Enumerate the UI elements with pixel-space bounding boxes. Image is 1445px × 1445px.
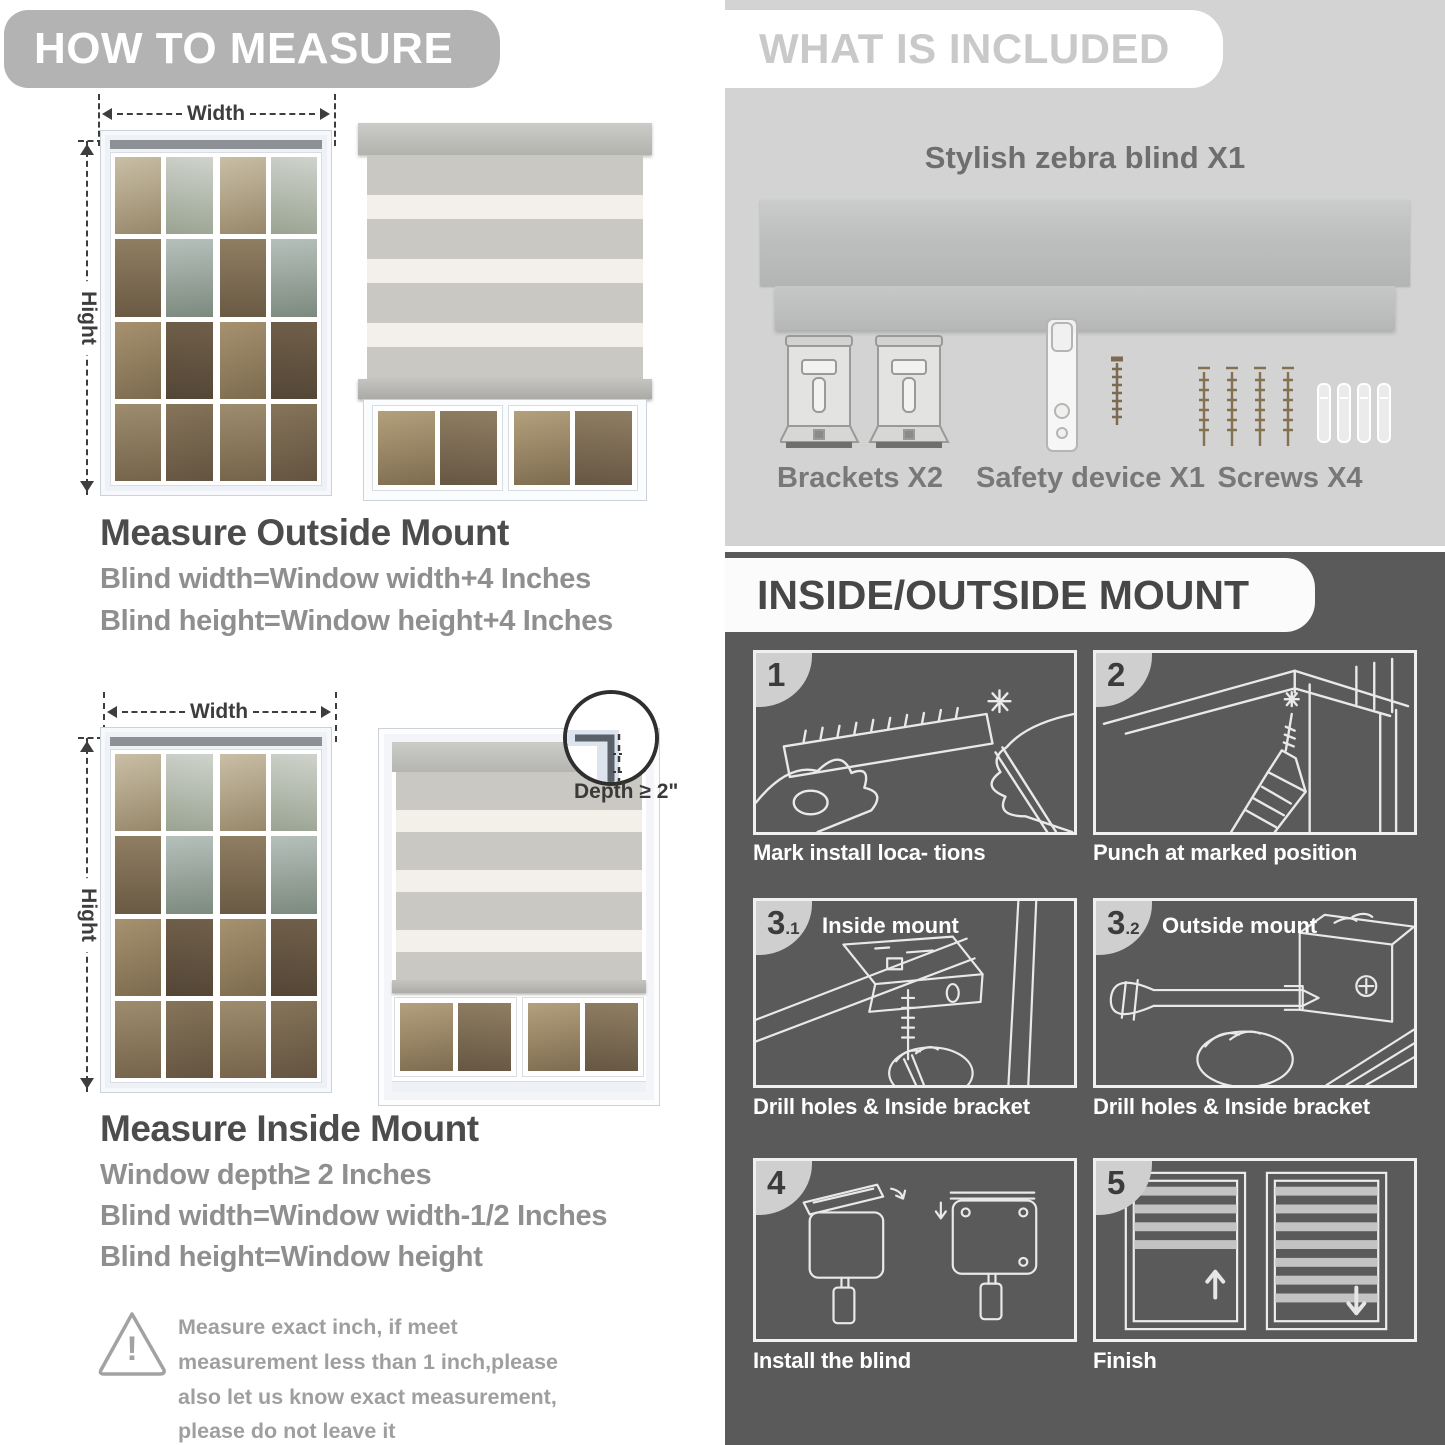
window-head-strip — [110, 140, 322, 149]
window-sill — [392, 1081, 646, 1092]
step-5-caption: Finish — [1093, 1348, 1157, 1373]
window-photo-outside — [100, 130, 332, 496]
blind-fabric — [367, 155, 643, 379]
inside-width-formula: Blind width=Window width-1/2 Inches — [100, 1200, 608, 1232]
step-3-2-image — [1093, 898, 1417, 1088]
zebra-blind-outside-mount — [358, 123, 652, 399]
step-number-badge: 1 — [756, 653, 812, 707]
width-measure-outside — [96, 102, 336, 126]
window-sash — [115, 754, 213, 1078]
step-4-caption: Install the blind — [753, 1348, 911, 1373]
bracket-icon — [780, 330, 950, 455]
inside-height-formula: Blind height=Window height — [100, 1241, 483, 1273]
step-4-image — [753, 1158, 1077, 1342]
height-measure-outside — [77, 141, 100, 495]
depth-label: Depth ≥ 2" — [574, 780, 679, 803]
step-3-1-image — [753, 898, 1077, 1088]
inside-mount-title: Measure Inside Mount — [100, 1108, 479, 1149]
step-number-badge: 5 — [1096, 1161, 1152, 1215]
inside-depth-rule: Window depth≥ 2 Inches — [100, 1159, 432, 1191]
mount-banner — [725, 558, 1315, 632]
width-label: Width — [189, 700, 249, 723]
window-sash — [115, 157, 213, 481]
step-1-image — [753, 650, 1077, 835]
step-3-1-title: Inside mount — [822, 913, 959, 938]
what-is-included-title: WHAT IS INCLUDED — [759, 25, 1170, 72]
window-sash — [220, 754, 318, 1078]
step-number-badge: 2 — [1096, 653, 1152, 707]
width-measure-inside — [101, 700, 337, 724]
step-number-badge: 4 — [756, 1161, 812, 1215]
what-is-included-panel — [725, 0, 1445, 546]
product-label: Stylish zebra blind X1 — [924, 140, 1246, 175]
brackets-label: Brackets X2 — [776, 462, 944, 494]
step-2-caption: Punch at marked position — [1093, 840, 1358, 865]
mount-title: INSIDE/OUTSIDE MOUNT — [757, 571, 1250, 618]
outside-height-formula: Blind height=Window height+4 Inches — [100, 605, 613, 637]
step-1-caption: Mark install loca- tions — [753, 840, 986, 865]
step-2-image — [1093, 650, 1417, 835]
how-to-measure-title: HOW TO MEASURE — [34, 24, 454, 73]
blind-bottom-rail — [392, 980, 646, 993]
what-is-included-banner — [725, 10, 1223, 88]
step-number-badge: 3.1 — [756, 901, 812, 955]
height-measure-inside — [77, 738, 100, 1092]
blind-headrail-image — [760, 200, 1410, 286]
width-label: Width — [186, 102, 246, 125]
mount-steps-panel — [725, 552, 1445, 1445]
blind-bottom-rail — [358, 379, 652, 399]
window-sash — [220, 157, 318, 481]
window-bottom-inside — [392, 993, 646, 1081]
arrow-down-icon — [80, 481, 94, 499]
safety-device-icon — [1025, 315, 1155, 457]
step-3-1-caption: Drill holes & Inside bracket — [753, 1094, 1030, 1119]
screws-icon — [1190, 358, 1395, 453]
safety-device-label: Safety device X1 — [976, 462, 1205, 494]
outside-mount-title: Measure Outside Mount — [100, 512, 509, 553]
step-3-2-title: Outside mount — [1162, 913, 1318, 938]
warning-text: Measure exact inch, if meet measurement less than 1 inch,please also let us know exact measurement, please do not leave it — [178, 1315, 558, 1444]
height-label: Hight — [76, 878, 100, 952]
screws-label: Screws X4 — [1217, 462, 1363, 494]
warning-triangle-icon — [95, 1308, 169, 1383]
outside-width-formula: Blind width=Window width+4 Inches — [100, 563, 591, 595]
how-to-measure-banner — [4, 10, 500, 88]
measure-tick — [335, 692, 337, 742]
step-3-2-caption: Drill holes & Inside bracket — [1093, 1094, 1370, 1119]
window-head-strip — [110, 737, 322, 746]
depth-callout-icon — [563, 690, 659, 786]
height-label: Hight — [76, 281, 100, 355]
arrow-down-icon — [80, 1078, 94, 1096]
step-number-badge: 3.2 — [1096, 901, 1152, 955]
svg-text:!: ! — [126, 1330, 138, 1368]
step-5-image — [1093, 1158, 1417, 1342]
window-bottom-outside — [363, 399, 647, 501]
blind-cassette — [358, 123, 652, 155]
window-photo-inside — [100, 727, 332, 1093]
measure-tick — [334, 94, 336, 146]
